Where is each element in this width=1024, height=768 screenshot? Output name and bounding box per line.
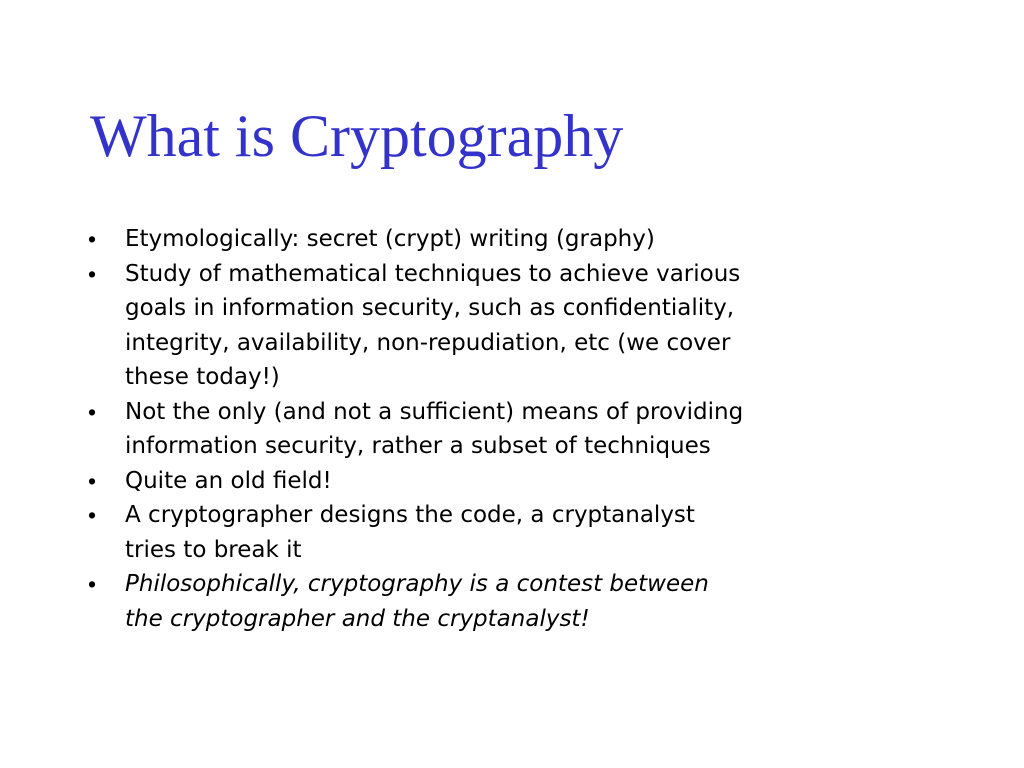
bullet-line: Not the only (and not a sufficient) means of providing [125,398,744,425]
bullet-text [125,257,848,395]
bullet-item [88,567,848,636]
bullet-line: information security, rather a subset of techniques [125,433,711,459]
bullet-line: integrity, availability, non-repudiation, etc (we cover [125,329,731,356]
bullet-line: tries to break it [125,536,302,563]
bullet-marker: • [88,502,97,528]
slide-title: What is Cryptography [90,103,624,169]
bullet-list [88,222,848,636]
bullet-item [88,498,848,567]
bullet-marker: • [88,398,97,425]
bullet-item [88,395,848,464]
bullet-marker: • [88,571,97,597]
bullet-marker: • [88,226,97,252]
bullet-marker: • [88,260,97,287]
bullet-text [125,464,848,499]
bullet-line: the cryptographer and the cryptanalyst! [125,605,590,632]
bullet-text [125,567,848,636]
bullet-line: Quite an old field! [125,467,332,494]
bullet-line: goals in information security, such as confidentiality, [125,295,735,321]
bullet-marker: • [88,467,97,494]
bullet-item [88,257,848,395]
bullet-line: Study of mathematical techniques to achieve various [125,260,741,287]
bullet-item [88,222,848,257]
bullet-line: these today!) [125,364,280,390]
bullet-item [88,464,848,499]
bullet-line: Philosophically, cryptography is a contest between [125,571,709,597]
bullet-text [125,222,848,257]
bullet-line: A cryptographer designs the code, a cryptanalyst [125,502,695,528]
bullet-line: Etymologically: secret (crypt) writing (graphy) [125,226,655,252]
bullet-text [125,395,848,464]
bullet-text [125,498,848,567]
